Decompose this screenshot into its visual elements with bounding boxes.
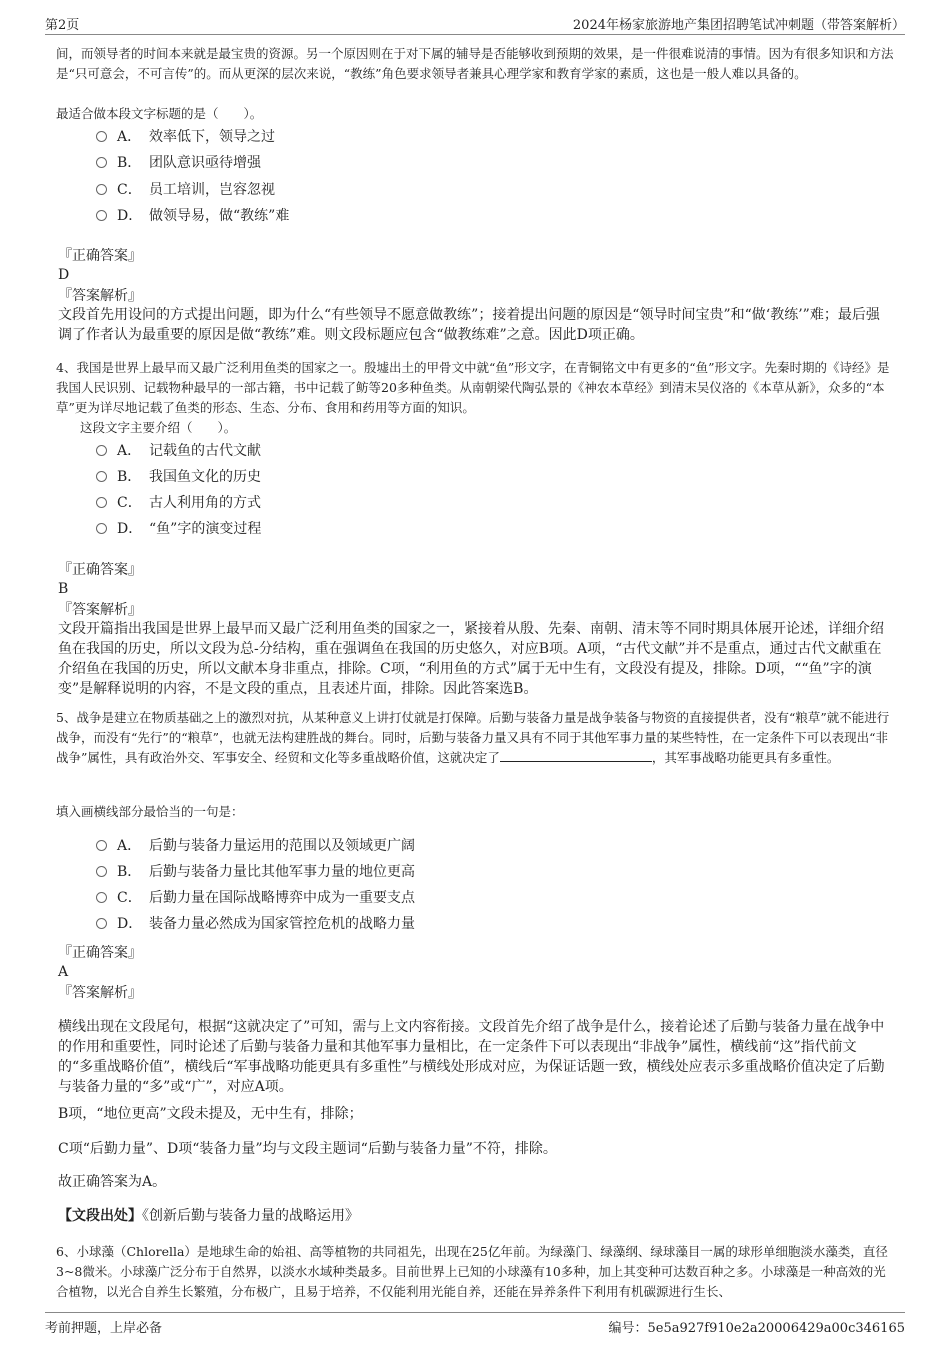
radio-icon[interactable] <box>96 157 107 168</box>
q3-option-d[interactable]: D． 做领导易，做“教练”难 <box>96 206 289 226</box>
q5-option-d[interactable]: D． 装备力量必然成为国家管控危机的战略力量 <box>96 914 415 934</box>
q3-answer-label: 『正确答案』 <box>58 248 142 264</box>
radio-icon[interactable] <box>96 523 107 534</box>
page-header <box>45 12 905 35</box>
q5-explanation-1: 横线出现在文段尾句，根据“这就决定了”可知，需与上文内容衔接。文段首先介绍了战争是什么，接着论述了后勤与装备力量在战争中的作用和重要性，同时论述了后勤与装备力量和其他军事力量相比，在一定条件下可以表现出“非战争”属性，横线前“这”指代前文的“多重战略价值”，横线后“军事战略功能更具有多重性”与横线处形成对应，为保证话题一致，横线处应表示多重战略价值决定了后勤与装备力量的“多”或“广”，对应A项。 <box>58 1019 885 1095</box>
q3-option-a[interactable]: A． 效率低下，领导之过 <box>96 127 275 147</box>
q5-explanation-3: C项“后勤力量”、D项“装备力量”均与文段主题词“后勤与装备力量”不符，排除。 <box>58 1141 557 1157</box>
q3-explanation: 文段首先用设问的方式提出问题，即为什么“有些领导不愿意做教练”；接着提出问题的原因是“领导时间宝贵”和“做‘教练’”难；最后强调了作者认为最重要的原因是做“教练”难。则文段标题应包含“做教练难”之意。因此D项正确。 <box>58 307 880 343</box>
q5-answer: A <box>58 964 69 980</box>
q3-option-b[interactable]: B． 团队意识亟待增强 <box>96 153 261 173</box>
radio-icon[interactable] <box>96 918 107 929</box>
q4-answer: B <box>58 581 69 597</box>
q3-option-c[interactable]: C． 员工培训，岂容忽视 <box>96 180 275 200</box>
q5-option-c[interactable]: C． 后勤力量在国际战略博弈中成为一重要支点 <box>96 888 415 908</box>
q5-option-b[interactable]: B． 后勤与装备力量比其他军事力量的地位更高 <box>96 862 415 882</box>
document-title: 2024年杨家旅游地产集团招聘笔试冲刺题（带答案解析） <box>572 18 905 33</box>
q5-explanation-4: 故正确答案为A。 <box>58 1174 167 1190</box>
q5-passage: 5、战争是建立在物质基础之上的激烈对抗，从某种意义上讲打仗就是打保障。后勤与装备力量是战争装备与物资的直接提供者，没有“粮草”就不能进行战争，而没有“先行”的“粮草”，也就无法构建胜战的舞台。同时，后勤与装备力量又具有不同于其他军事力量的某些特性，在一定条件下可以表现出“非战争”属性，具有政治外交、军事安全、经贸和文化等多重战略价值，这就决定了 ，其军事战略功能更具有多重性。 <box>56 710 890 765</box>
radio-icon[interactable] <box>96 892 107 903</box>
q4-passage: 4、我国是世界上最早而又最广泛利用鱼类的国家之一。殷墟出土的甲骨文中就“鱼”形文字，在青铜铭文中有更多的“鱼”形文字。先秦时期的《诗经》是我国人民识别、记载物种最早的一部古籍，书中记载了鲂等20多种鱼类。从南朝梁代陶弘景的《神农本草经》到清末吴仪洛的《本草从新》，众多的“本草”更为详尽地记载了鱼类的形态、生态、分布、食用和药用等方面的知识。 <box>56 360 890 415</box>
page-number: 第2页 <box>45 18 80 33</box>
q5-option-a[interactable]: A． 后勤与装备力量运用的范围以及领域更广阔 <box>96 836 415 856</box>
fill-blank-line <box>500 749 652 762</box>
radio-icon[interactable] <box>96 445 107 456</box>
q5-question: 填入画横线部分最恰当的一句是： <box>56 804 244 819</box>
radio-icon[interactable] <box>96 497 107 508</box>
radio-icon[interactable] <box>96 866 107 877</box>
page-footer <box>45 1312 905 1336</box>
q4-option-a[interactable]: A． 记载鱼的古代文献 <box>96 441 261 461</box>
q4-explanation: 文段开篇指出我国是世界上最早而又最广泛利用鱼类的国家之一，紧接着从殷、先秦、南朝、清末等不同时期具体展开论述，详细介绍鱼在我国的历史，所以文段为总-分结构，重在强调鱼在我国的历史悠久，对应B项。A项，“古代文献”并不是重点，通过古代文献重在介绍鱼在我国的历史，所以文献本身非重点，排除。C项，“利用鱼的方式”属于无中生有，文段没有提及，排除。D项，““鱼”字的演变”是解释说明的内容，不是文段的重点，且表述片面，排除。因此答案选B。 <box>58 621 884 697</box>
q5-answer-label: 『正确答案』 <box>58 945 142 961</box>
q6-passage: 6、小球藻（Chlorella）是地球生命的始祖、高等植物的共同祖先，出现在25亿年前。为绿藻门、绿藻纲、绿球藻目一属的球形单细胞淡水藻类，直径3~8微米。小球藻广泛分布于自然界，以淡水水域种类最多。目前世界上已知的小球藻有10多种，加上其变种可达数百种之多。小球藻是一种高效的光合植物，以光合自养生长繁殖，分布极广，且易于培养，不仅能利用光能自养，还能在异养条件下利用有机碳源进行生长、 <box>56 1244 888 1299</box>
q5-explain-label: 『答案解析』 <box>58 985 142 1001</box>
q3-passage: 间，而领导者的时间本来就是最宝贵的资源。另一个原因则在于对下属的辅导是否能够收到预期的效果，是一件很难说清的事情。因为有很多知识和方法是“只可意会，不可言传”的。而从更深的层次来说，“教练”角色要求领导者兼具心理学家和教育学家的素质，这也是一般人难以具备的。 <box>56 46 894 81</box>
footer-slogan: 考前押题，上岸必备 <box>45 1321 163 1336</box>
q4-option-b[interactable]: B． 我国鱼文化的历史 <box>96 467 261 487</box>
radio-icon[interactable] <box>96 184 107 195</box>
radio-icon[interactable] <box>96 131 107 142</box>
q4-answer-label: 『正确答案』 <box>58 562 142 578</box>
q4-explain-label: 『答案解析』 <box>58 602 142 618</box>
q5-source: 【文段出处】《创新后勤与装备力量的战略运用》 <box>58 1208 359 1224</box>
q3-question: 最适合做本段文字标题的是（ ）。 <box>56 106 263 121</box>
document-code: 编号：5e5a927f910e2a20006429a00c346165 <box>608 1321 905 1336</box>
q4-option-d[interactable]: D． “鱼”字的演变过程 <box>96 519 261 539</box>
q3-answer: D <box>58 267 70 283</box>
radio-icon[interactable] <box>96 210 107 221</box>
q5-explanation-2: B项，“地位更高”文段未提及，无中生有，排除； <box>58 1106 363 1122</box>
radio-icon[interactable] <box>96 471 107 482</box>
q4-option-c[interactable]: C． 古人利用角的方式 <box>96 493 261 513</box>
q4-question: 这段文字主要介绍（ ）。 <box>80 420 237 435</box>
radio-icon[interactable] <box>96 840 107 851</box>
q3-explain-label: 『答案解析』 <box>58 288 142 304</box>
